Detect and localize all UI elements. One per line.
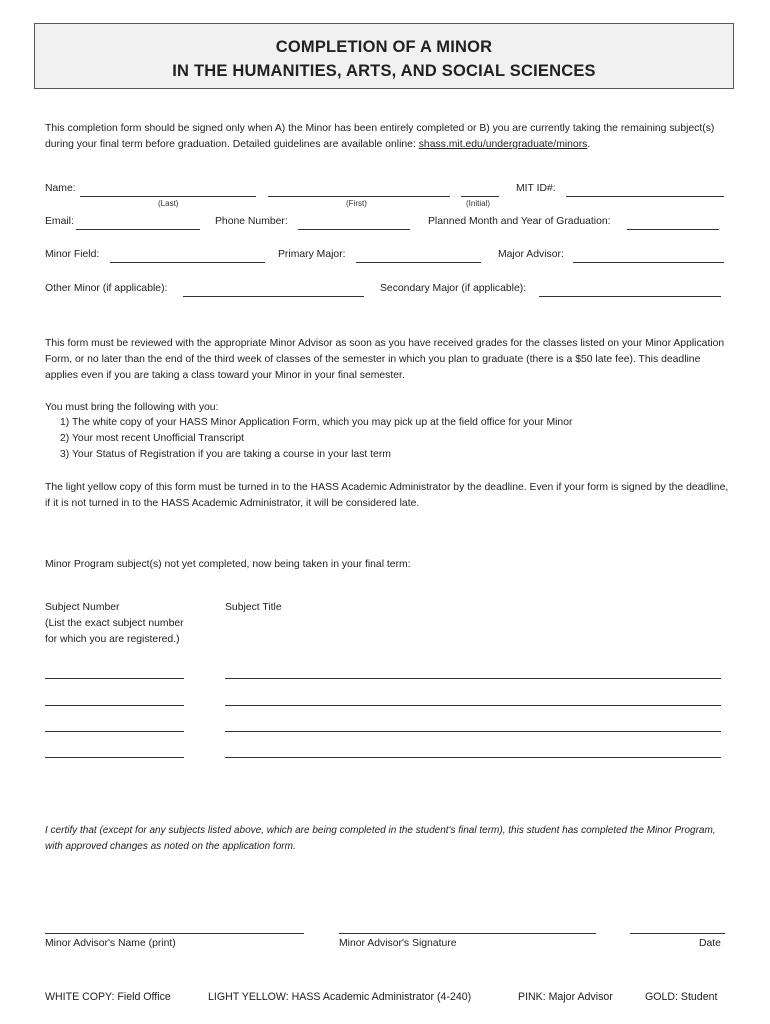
subject-title-field-2[interactable] [225, 705, 721, 706]
primary-major-field[interactable] [356, 262, 481, 263]
secondary-major-label: Secondary Major (if applicable): [380, 283, 527, 294]
subject-title-field-1[interactable] [225, 678, 721, 679]
email-label: Email: [45, 216, 74, 227]
footer-gold-copy: GOLD: Student [645, 991, 718, 1003]
phone-field[interactable] [298, 229, 410, 230]
subject-number-field-2[interactable] [45, 705, 184, 706]
other-minor-field[interactable] [183, 296, 364, 297]
advisor-name-field[interactable] [45, 933, 304, 934]
subject-title-field-4[interactable] [225, 757, 721, 758]
footer-white-copy: WHITE COPY: Field Office [45, 991, 171, 1003]
mit-id-field[interactable] [566, 196, 724, 197]
footer-yellow-copy: LIGHT YELLOW: HASS Academic Administrator (4-240) [208, 991, 472, 1003]
advisor-name-label: Minor Advisor's Name (print) [45, 938, 176, 949]
guidelines-link[interactable]: shass.mit.edu/undergraduate/minors [418, 139, 588, 150]
subject-title-field-3[interactable] [225, 731, 721, 732]
subjects-heading: Minor Program subject(s) not yet completed, now being taken in your final term: [45, 559, 411, 570]
subject-number-field-4[interactable] [45, 757, 184, 758]
bring-item-2: 2) Your most recent Unofficial Transcript [60, 433, 245, 444]
bring-heading: You must bring the following with you: [45, 402, 219, 413]
date-label: Date [699, 938, 721, 949]
subject-number-header: Subject Number [45, 602, 120, 613]
initial-field[interactable] [461, 196, 499, 197]
title-line-1: COMPLETION OF A MINOR [275, 38, 493, 56]
email-field[interactable] [76, 229, 200, 230]
secondary-major-field[interactable] [539, 296, 721, 297]
minor-field-input[interactable] [110, 262, 265, 263]
name-label: Name: [45, 183, 76, 194]
footer-pink-copy: PINK: Major Advisor [518, 991, 613, 1003]
major-advisor-field[interactable] [573, 262, 724, 263]
bring-item-1: 1) The white copy of your HASS Minor Application Form, which you may pick up at the field office for your Minor [60, 417, 573, 428]
title-line-2: IN THE HUMANITIES, ARTS, AND SOCIAL SCIENCES [172, 62, 596, 80]
title-box [34, 23, 734, 89]
advisor-signature-label: Minor Advisor's Signature [339, 938, 457, 949]
subject-title-header: Subject Title [225, 602, 282, 613]
subject-number-note-2: for which you are registered.) [45, 634, 180, 645]
advisor-signature-field[interactable] [339, 933, 596, 934]
minor-field-label: Minor Field: [45, 249, 100, 260]
subject-number-field-1[interactable] [45, 678, 184, 679]
initial-caption: (Initial) [466, 199, 491, 208]
phone-label: Phone Number: [215, 216, 288, 227]
intro-paragraph [45, 121, 735, 153]
last-name-field[interactable] [80, 196, 256, 197]
graduation-field[interactable] [627, 229, 719, 230]
review-paragraph: This form must be reviewed with the appropriate Minor Advisor as soon as you have received grades for the classes listed on your Minor Application Form, or no later than the end of the third week of classes of the semester in which you plan to graduate (there is a $50 late fee). This deadline applies even if you are taking a class toward your Minor in your final semester. [45, 338, 725, 381]
intro-text: This completion form should be signed only when A) the Minor has been entirely completed or B) you are currently taking the remaining subject(s) during your final term before graduation. Detailed guidelines are available online: [45, 123, 715, 150]
major-advisor-label: Major Advisor: [498, 249, 564, 260]
first-name-field[interactable] [268, 196, 450, 197]
yellow-copy-paragraph: The light yellow copy of this form must be turned in to the HASS Academic Administrator by the deadline. Even if your form is signed by the deadline, if it is not turned in to the HASS Academic Administrator, it will be considered late. [45, 482, 729, 509]
first-caption: (First) [346, 199, 367, 208]
bring-item-3: 3) Your Status of Registration if you are taking a course in your last term [60, 449, 391, 460]
certification-statement: I certify that (except for any subjects listed above, which are being completed in the student's final term), this student has completed the Minor Program, with approved changes as noted on the application form. [45, 825, 716, 852]
date-field[interactable] [630, 933, 725, 934]
other-minor-label: Other Minor (if applicable): [45, 283, 168, 294]
graduation-label: Planned Month and Year of Graduation: [428, 216, 611, 227]
last-caption: (Last) [158, 199, 179, 208]
intro-end: . [587, 139, 591, 150]
subject-number-note-1: (List the exact subject number [45, 618, 184, 629]
subject-number-field-3[interactable] [45, 731, 184, 732]
mit-id-label: MIT ID#: [516, 183, 556, 194]
primary-major-label: Primary Major: [278, 249, 346, 260]
